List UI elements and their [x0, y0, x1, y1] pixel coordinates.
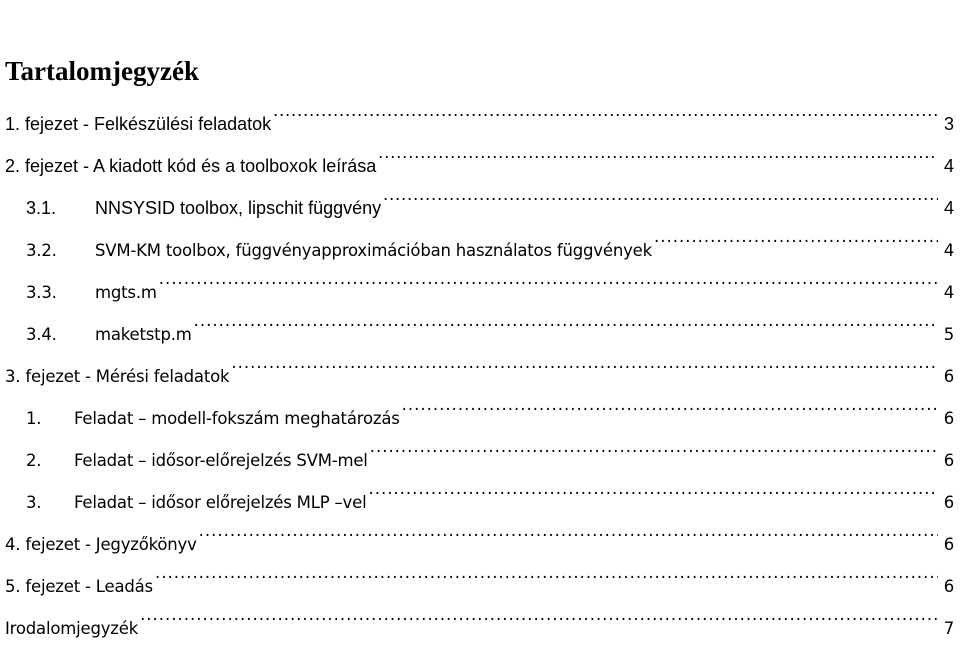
- toc-entry-text: SVM-KM toolbox, függvényapproximációban használatos függvények: [95, 241, 652, 260]
- toc-entry[interactable]: [0, 214, 960, 260]
- toc-entry-number: 3.1.: [26, 198, 57, 218]
- toc-page-number: 4: [943, 241, 954, 260]
- toc-page-number: 4: [943, 156, 954, 176]
- toc-entry-number: 3.4.: [26, 325, 57, 344]
- toc-leader-dots: [159, 256, 938, 298]
- toc-entry[interactable]: [0, 550, 960, 596]
- toc-entry[interactable]: [0, 172, 960, 218]
- toc-entry[interactable]: [0, 508, 960, 554]
- toc-leader-dots: [140, 592, 938, 634]
- toc-entry-text: 3. fejezet - Mérési feladatok: [5, 367, 230, 386]
- toc-entry-text: Feladat – idősor előrejelzés MLP –vel: [74, 493, 367, 512]
- toc-entry[interactable]: [0, 256, 960, 302]
- toc-title: Tartalomjegyzék: [5, 56, 199, 86]
- toc-entry-number: 3.3.: [26, 283, 57, 302]
- toc-leader-dots: [383, 172, 938, 214]
- toc-page-number: 6: [943, 577, 954, 596]
- toc-entry-text: NNSYSID toolbox, lipschit függvény: [95, 198, 382, 218]
- toc-leader-dots: [194, 298, 938, 340]
- toc-page-number: 6: [943, 451, 954, 470]
- toc-entry-text: mgts.m: [95, 283, 157, 302]
- toc-page-number: 7: [943, 619, 954, 638]
- toc-entry-text: 1. fejezet - Felkészülési feladatok: [5, 114, 272, 134]
- toc-entry[interactable]: [0, 298, 960, 344]
- toc-page-number: 6: [943, 493, 954, 512]
- toc-leader-dots: [654, 214, 938, 256]
- toc-page-number: 6: [943, 535, 954, 554]
- toc-entry-text: Feladat – modell-fokszám meghatározás: [74, 409, 400, 428]
- toc-entry[interactable]: [0, 340, 960, 386]
- toc-leader-dots: [273, 88, 938, 130]
- toc-page-number: 3: [943, 114, 954, 134]
- toc-leader-dots: [199, 508, 938, 550]
- toc-page-number: 4: [943, 283, 954, 302]
- toc-entry[interactable]: [0, 88, 960, 134]
- toc-entry-number: 1.: [26, 409, 42, 428]
- toc-leader-dots: [155, 550, 938, 592]
- toc-entry[interactable]: [0, 466, 960, 512]
- toc-entry[interactable]: [0, 592, 960, 638]
- toc-entry[interactable]: [0, 382, 960, 428]
- toc-entry-text: Irodalomjegyzék: [5, 619, 139, 638]
- toc-leader-dots: [402, 382, 938, 424]
- toc-entry-number: 3.: [26, 493, 42, 512]
- toc-entry-text: 5. fejezet - Leadás: [5, 577, 153, 596]
- toc-page-number: 6: [943, 367, 954, 386]
- toc-entry-number: 3.2.: [26, 241, 57, 260]
- toc-page-number: 4: [943, 198, 954, 218]
- toc-entry-number: 2.: [26, 451, 42, 470]
- toc-entry-text: Feladat – idősor-előrejelzés SVM-mel: [74, 451, 368, 470]
- toc-leader-dots: [370, 424, 938, 466]
- toc-leader-dots: [368, 466, 938, 508]
- toc-entry-text: 4. fejezet - Jegyzőkönyv: [5, 535, 197, 554]
- toc-entry-text: maketstp.m: [95, 325, 192, 344]
- toc-entry[interactable]: [0, 424, 960, 470]
- toc-list: [0, 88, 960, 638]
- toc-leader-dots: [231, 340, 938, 382]
- toc-leader-dots: [378, 130, 938, 172]
- toc-entry[interactable]: [0, 130, 960, 176]
- toc-page-number: 6: [943, 409, 954, 428]
- toc-entry-text: 2. fejezet - A kiadott kód és a toolboxok leírása: [5, 156, 377, 176]
- toc-page-number: 5: [943, 325, 954, 344]
